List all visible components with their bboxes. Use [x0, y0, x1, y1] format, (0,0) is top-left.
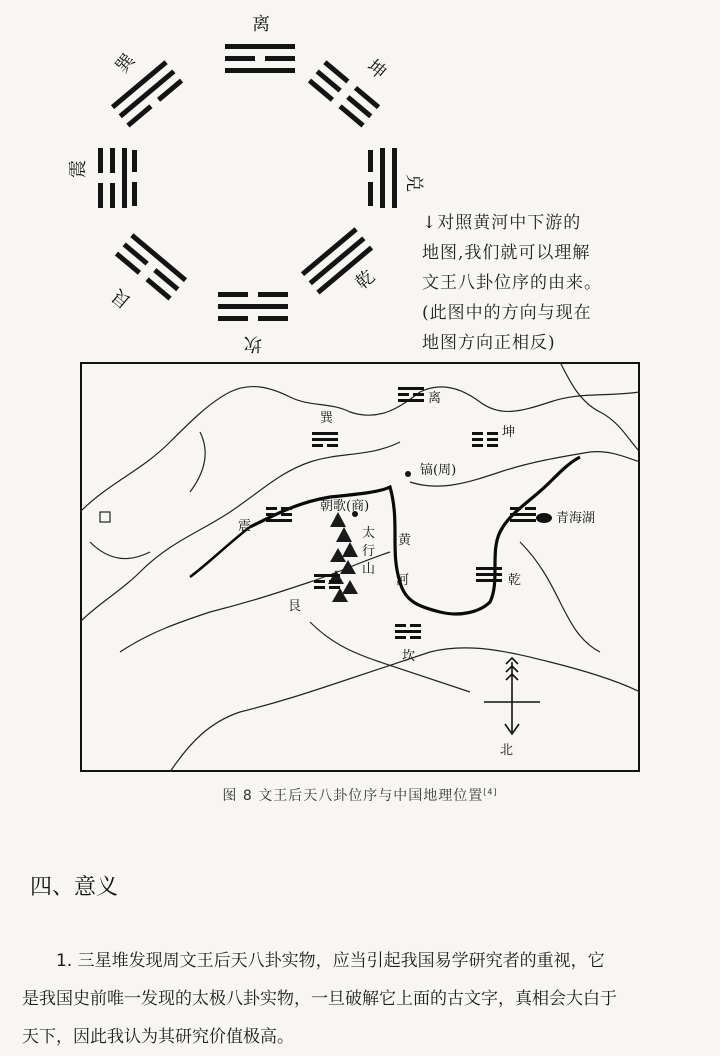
label-top-right: 坤	[362, 55, 391, 84]
note-line: 文王八卦位序的由来。	[422, 273, 602, 293]
map-label-zhaoge: 朝歌(商)	[320, 499, 370, 514]
caption-text: 图 8 文王后天八卦位序与中国地理位置	[222, 788, 484, 804]
label-right: 兑	[403, 174, 424, 192]
label-bottom-left: 艮	[107, 284, 136, 313]
map-label-taihang-3: 山	[362, 562, 376, 577]
caption-ref: [4]	[483, 787, 498, 797]
map-trigram-dui	[510, 507, 536, 522]
map-trigrams	[266, 387, 536, 639]
note-line: (此图中的方向与现在	[422, 303, 592, 323]
note-line: 地图方向正相反)	[422, 333, 556, 353]
label-top-left: 巽	[111, 49, 140, 78]
map-trigram-qian	[476, 567, 502, 582]
figure-caption	[0, 785, 720, 805]
map-label-qinghai: 青海湖	[556, 511, 596, 526]
map-label-kan: 坎	[402, 649, 416, 664]
body-paragraph	[22, 942, 702, 1056]
handwritten-note	[422, 208, 652, 358]
label-top: 离	[252, 14, 270, 35]
map-label-gao: 镐(周)	[420, 463, 457, 478]
note-line: ↓对照黄河中下游的	[422, 213, 582, 233]
compass-icon	[484, 658, 540, 734]
map-label-taihang-2: 行	[362, 544, 376, 559]
map-label-kun: 坤	[502, 425, 516, 440]
label-left: 震	[68, 160, 89, 178]
paragraph-line: 天下，因此我认为其研究价值极高。	[22, 1027, 294, 1047]
map-label-zhen: 震	[238, 519, 252, 534]
map-trigram-kan	[395, 624, 421, 639]
trigram-kan	[218, 292, 288, 321]
yellow-river	[250, 457, 580, 614]
trigram-zhen	[98, 148, 137, 208]
map-trigram-li	[398, 387, 424, 402]
map-borders	[80, 362, 640, 772]
label-bottom-right: 乾	[351, 266, 380, 294]
map-trigram-gen	[314, 574, 340, 589]
gao-city-dot	[405, 471, 411, 477]
river-branch	[190, 527, 250, 577]
map-figure	[80, 362, 640, 772]
paragraph-line: 是我国史前唯一发现的太极八卦实物，一旦破解它上面的古文字，真相会大白于	[22, 989, 617, 1009]
map-label-xun: 巽	[320, 411, 334, 426]
map-label-li: 离	[428, 391, 442, 406]
trigram-dui	[368, 148, 397, 208]
map-label-taihang-1: 太	[362, 526, 376, 541]
qinghai-lake	[536, 513, 552, 523]
map-label-huang: 黄	[398, 533, 412, 548]
map-label-north: 北	[500, 743, 514, 758]
map-label-qian: 乾	[508, 573, 522, 588]
map-label-gen: 艮	[288, 599, 302, 614]
paragraph-line: 1. 三星堆发现周文王后天八卦实物，应当引起我国易学研究者的重视，它	[56, 951, 605, 971]
map-trigram-kun	[472, 432, 498, 447]
map-trigram-xun	[312, 432, 338, 447]
label-bottom: 坎	[244, 333, 262, 354]
note-line: 地图,我们就可以理解	[422, 243, 591, 263]
section-heading: 四、意义	[30, 875, 119, 900]
map-frame	[81, 363, 639, 771]
map-label-he: 河	[396, 573, 410, 588]
trigram-li	[225, 44, 295, 73]
